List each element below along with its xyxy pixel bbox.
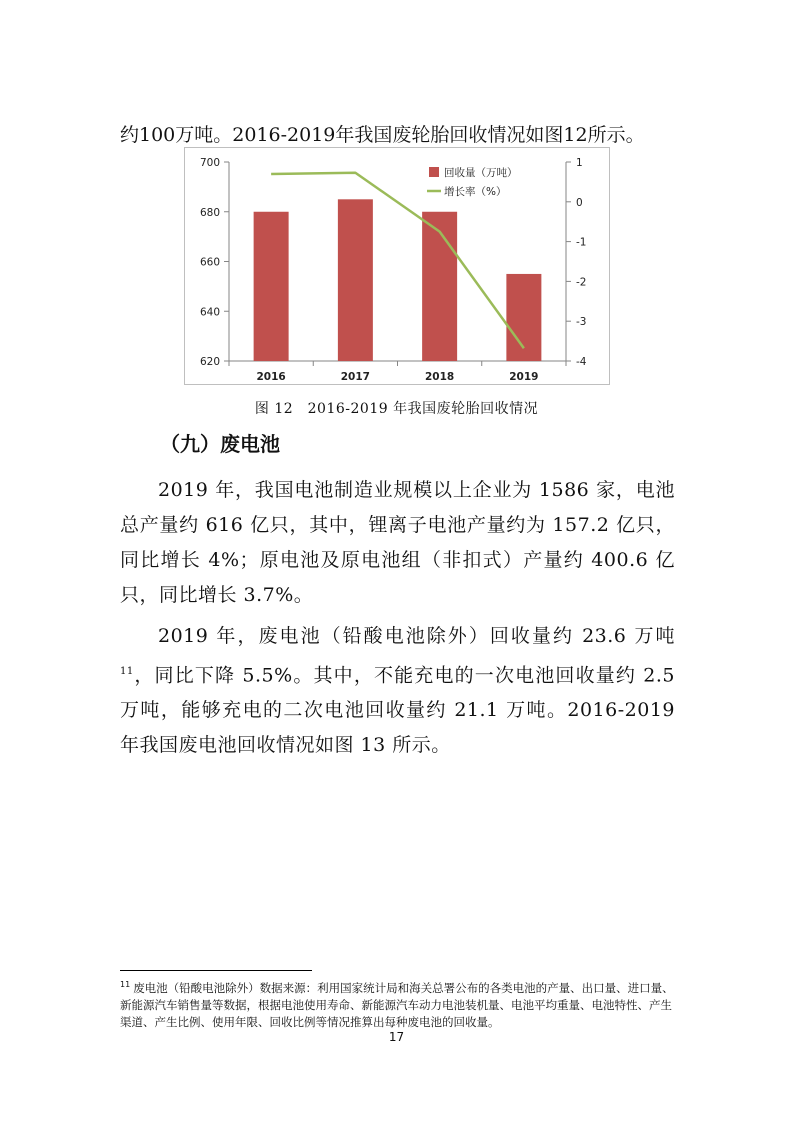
footnote-reference[interactable]: 11 [120, 666, 134, 677]
figure-caption: 图 12 2016-2019 年我国废轮胎回收情况 [254, 401, 539, 417]
right-tick-label: -1 [576, 236, 587, 249]
left-tick-label: 700 [199, 157, 220, 169]
legend-bar-label: 回收量（万吨） [444, 167, 518, 179]
footnote-text: 废电池（铅酸电池除外）数据来源：利用国家统计局和海关总署公布的各类电池的产量、出口量、进口量、新能源汽车销售量等数据，根据电池使用寿命、新能源汽车动力电池装机量、电池平均重量、电池特性、产生渠道、产生比例、使用年限、回收比例等情况推算出每种废电池的回收量。 [120, 980, 674, 1029]
x-tick-label: 2019 [509, 371, 539, 383]
right-tick-label: -3 [576, 316, 587, 329]
paragraph-text-a: 2019 年，废电池（铅酸电池除外）回收量约 23.6 万吨 [158, 625, 675, 647]
paragraph-text-b: ，同比下降 5.5%。其中，不能充电的一次电池回收量约 2.5 万吨，能够充电的二次电池回收量约 21.1 万吨。2016-2019 年我国废电池回收情况如图 13 所示。 [120, 664, 675, 757]
legend-bar-swatch [429, 167, 439, 177]
footnote-divider [120, 970, 312, 971]
footnote-mark: 11 [120, 980, 131, 989]
bar [422, 212, 457, 361]
bar [254, 212, 289, 361]
tire-recycling-chart [184, 147, 610, 385]
x-tick-label: 2016 [256, 371, 286, 383]
intro-line: 约100万吨。2016-2019年我国废轮胎回收情况如图12所示。 [120, 124, 645, 146]
growth-rate-line [271, 173, 524, 349]
paragraph-battery-recycling [120, 619, 675, 763]
x-tick-label: 2018 [425, 371, 455, 383]
x-tick-label: 2017 [340, 371, 370, 383]
left-tick-label: 660 [199, 256, 220, 269]
right-tick-label: -4 [576, 356, 587, 368]
left-tick-label: 680 [199, 206, 220, 219]
right-tick-label: -2 [576, 276, 587, 289]
bar [338, 199, 373, 361]
footnote [120, 976, 680, 1031]
right-tick-label: 0 [576, 196, 583, 209]
right-tick-label: 1 [576, 157, 583, 169]
page-number: 17 [388, 1030, 405, 1044]
section-heading: （九）废电池 [160, 432, 280, 456]
left-tick-label: 640 [199, 306, 220, 319]
chart-canvas [185, 148, 611, 386]
paragraph-battery-production: 2019 年，我国电池制造业规模以上企业为 1586 家，电池总产量约 616 亿只，其中，锂离子电池产量约为 157.2 亿只，同比增长 4%；原电池及原电池组（非扣式）产量约 400.6 亿只，同比增长 3.7%。 [120, 479, 675, 606]
legend-line-label: 增长率（%） [444, 186, 507, 198]
left-tick-label: 620 [199, 356, 220, 368]
